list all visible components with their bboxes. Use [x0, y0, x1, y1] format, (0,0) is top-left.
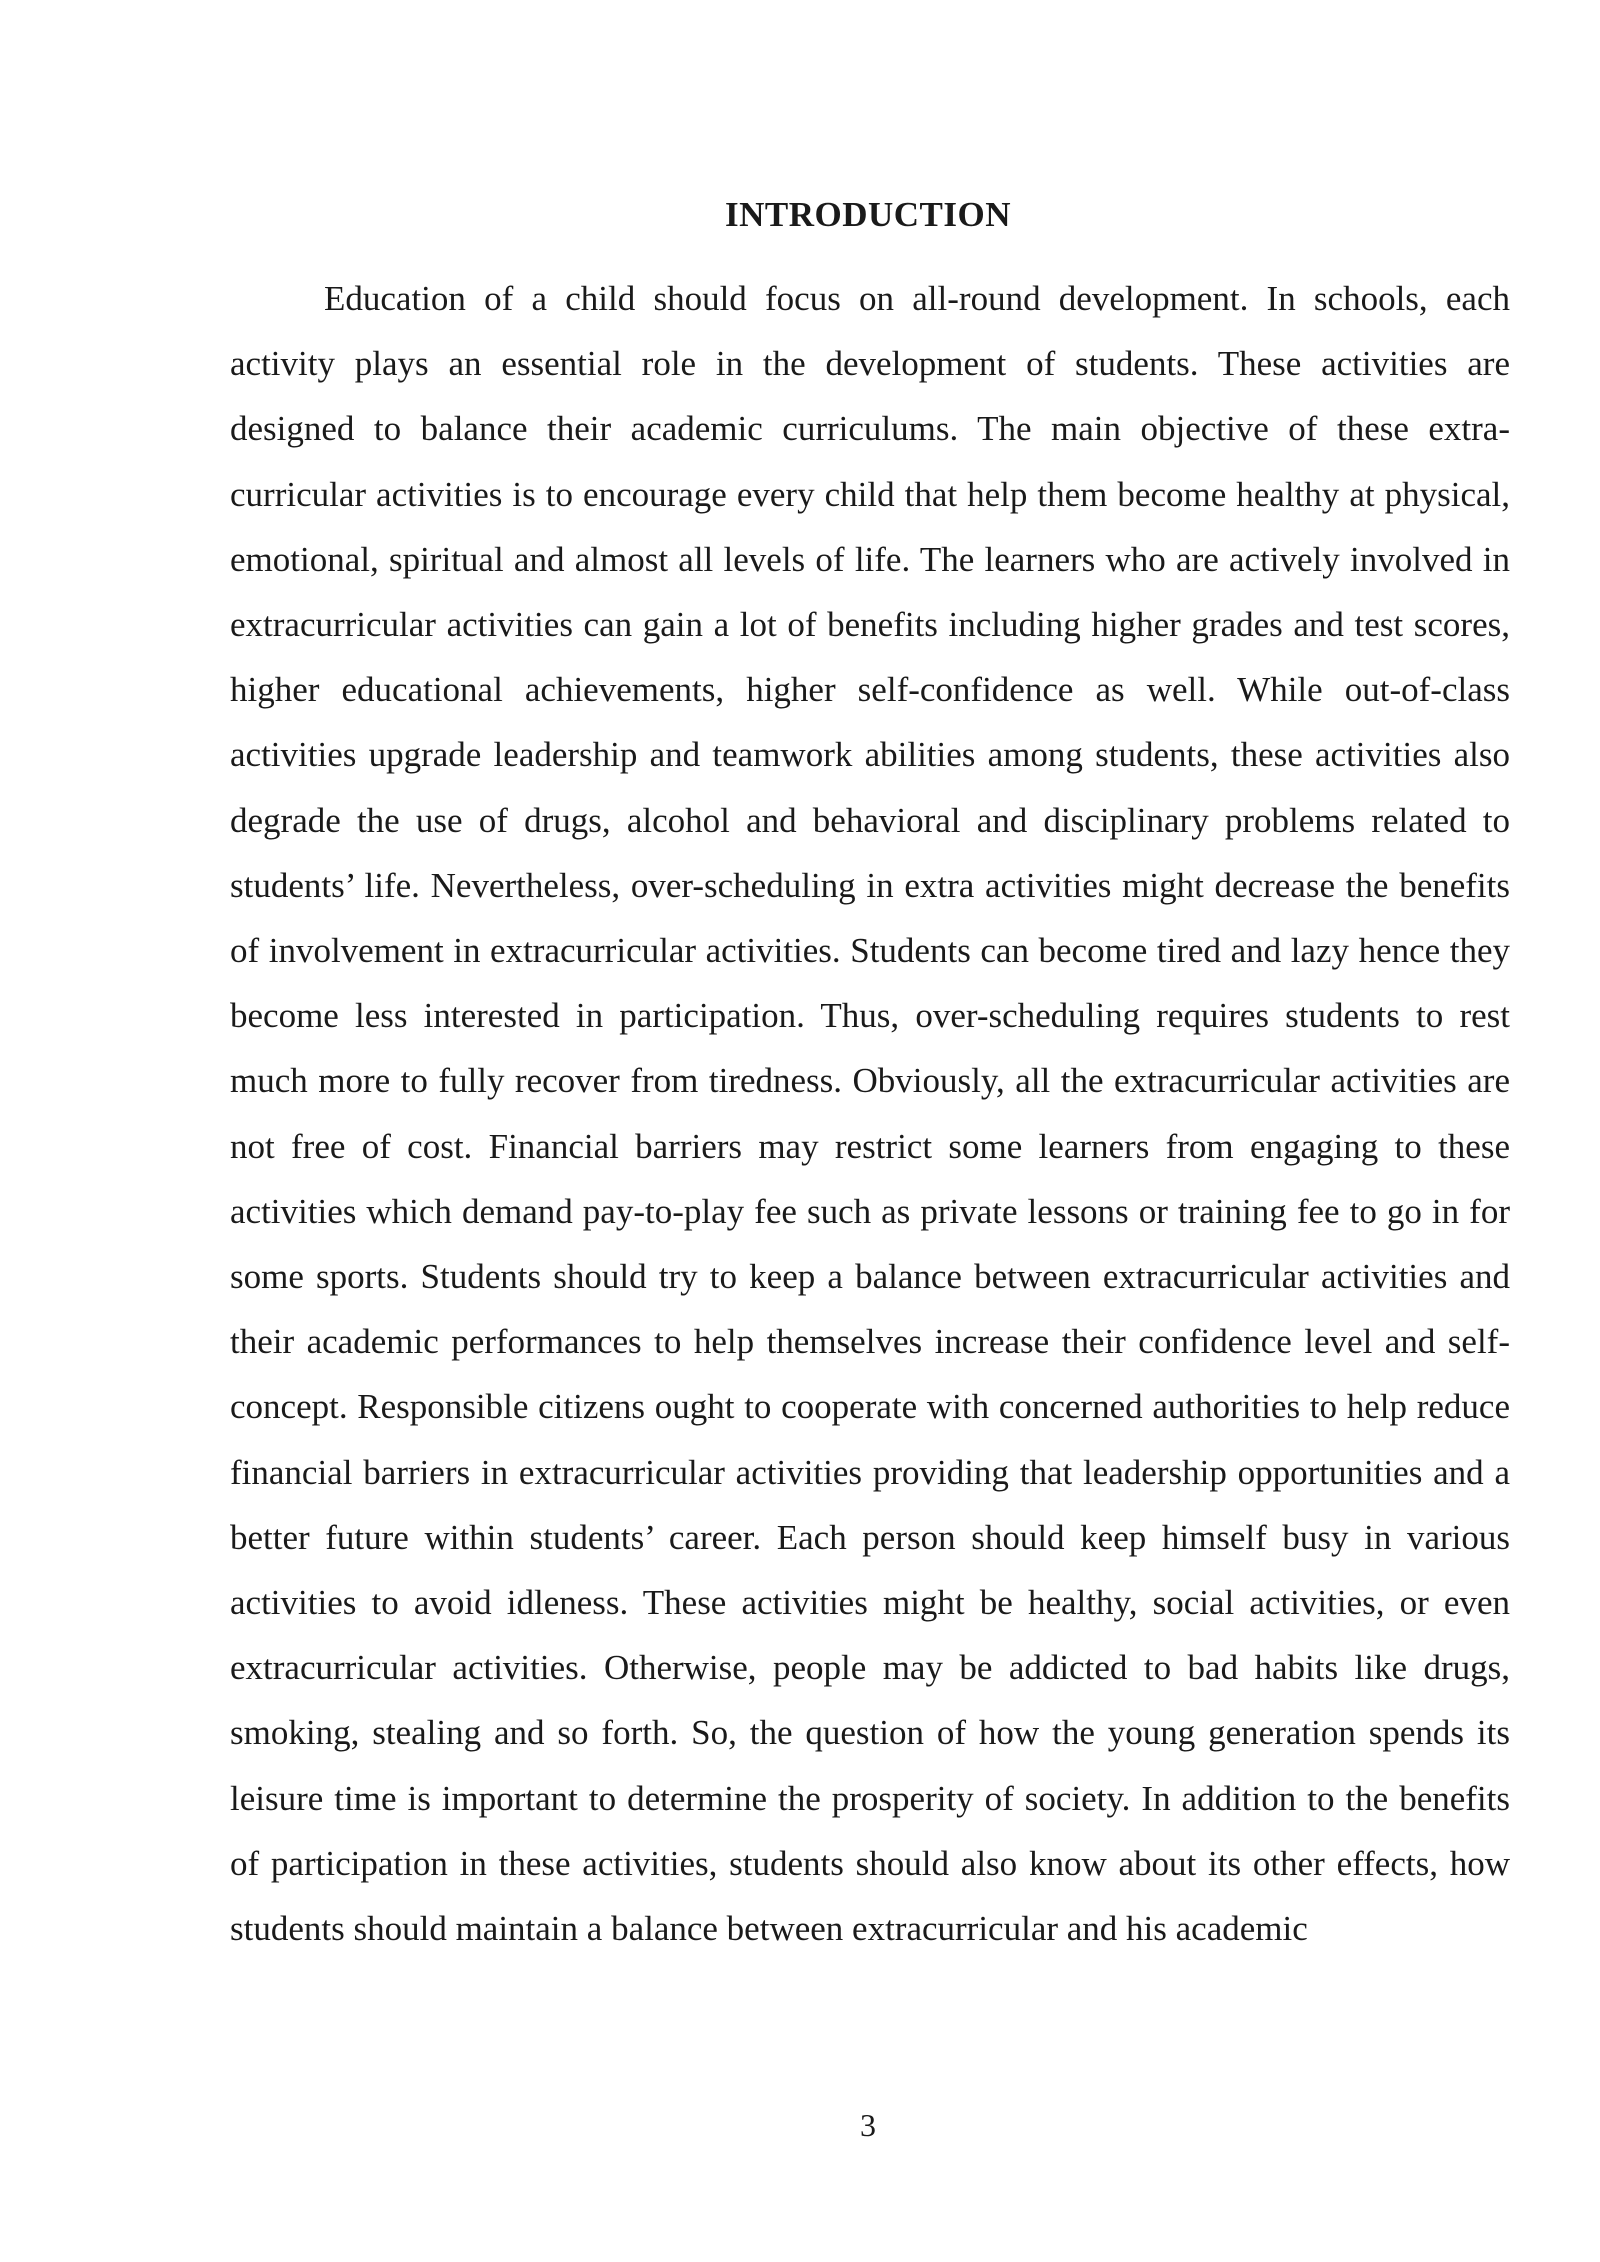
- section-heading: INTRODUCTION: [724, 195, 1012, 234]
- body-paragraph: Education of a child should focus on all-round development. In schools, each activity plays an essential role in the development of students. These activities are designed to balance their academic curriculums. The main objective of these extra-curricular activities is to encourage every child that help them become healthy at physical, emotional, spiritual and almost all levels of life. The learners who are actively involved in extracurricular activities can gain a lot of benefits including higher grades and test scores, higher educational achievements, higher self-confidence as well. While out-of-class activities upgrade leadership and teamwork abilities among students, these activities also degrade the use of drugs, alcohol and behavioral and disciplinary problems related to students’ life. Nevertheless, over-scheduling in extra activities might decrease the benefits of involvement in extracurricular activities. Students can become tired and lazy hence they become less interested in participation. Thus, over-scheduling requires students to rest much more to fully recover from tiredness. Obviously, all the extracurricular activities are not free of cost. Financial barriers may restrict some learners from engaging to these activities which demand pay-to-play fee such as private lessons or training fee to go in for some sports. Students should try to keep a balance between extracurricular activities and their academic performances to help themselves increase their confidence level and self-concept. Responsible citizens ought to cooperate with concerned authorities to help reduce financial barriers in extracurricular activities providing that leadership opportunities and a better future within students’ career. Each person should keep himself busy in various activities to avoid idleness. These activities might be healthy, social activities, or even extracurricular activities. Otherwise, people may be addicted to bad habits like drugs, smoking, stealing and so forth. So, the question of how the young generation spends its leisure time is important to determine the prosperity of society. In addition to the benefits of participation in these activities, students should also know about its other effects, how students should maintain a balance between extracurricular and his academic: [230, 279, 1510, 1949]
- page-number: 3: [860, 2107, 876, 2143]
